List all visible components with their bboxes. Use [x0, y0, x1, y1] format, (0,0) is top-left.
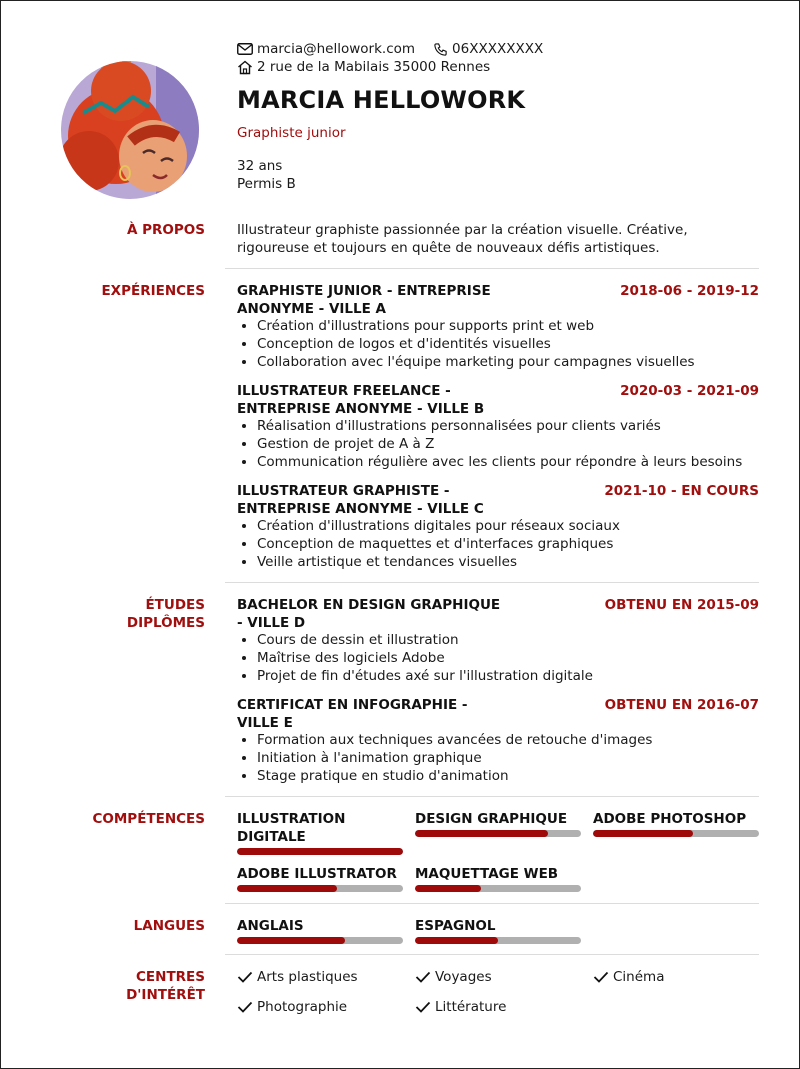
list-item: • Projet de fin d'études axé sur l'illustration digitale [257, 667, 777, 685]
experience-bullets [237, 517, 777, 571]
section-label-studies [20, 596, 205, 632]
phone-item[interactable] [433, 41, 543, 57]
checkmark-icon [415, 971, 431, 983]
about-text: Illustrateur graphiste passionnée par la création visuelle. Créative, rigoureuse et toujours en quête de nouveaux défis artistiques. [237, 222, 688, 256]
skill-item [415, 810, 581, 837]
section-label-interests-line2: D'INTÉRÊT [126, 987, 205, 1003]
skill-bar [415, 885, 581, 892]
skill-item [237, 865, 403, 892]
section-label-about: À PROPOS [126, 222, 205, 238]
email-text: marcia@hellowork.com [257, 41, 416, 57]
list-item: • Conception de logos et d'identités visuelles [257, 335, 777, 353]
skill-item [593, 810, 759, 837]
section-label-experiences: EXPÉRIENCES [101, 283, 205, 299]
language-item [237, 917, 403, 944]
list-item: • Maîtrise des logiciels Adobe [257, 649, 777, 667]
skill-name: ADOBE PHOTOSHOP [593, 811, 747, 827]
skill-item [415, 865, 581, 892]
divider [225, 903, 759, 904]
experience-date: 2020-03 - 2021-09 [620, 383, 759, 399]
checkmark-icon [237, 971, 253, 983]
email-item[interactable] [237, 41, 415, 57]
home-icon [237, 60, 253, 75]
contact-row [237, 41, 543, 57]
list-item: • Conception de maquettes et d'interfaces graphiques [257, 535, 777, 553]
list-item: • Gestion de projet de A à Z [257, 435, 777, 453]
address-item [237, 59, 490, 75]
avatar [61, 61, 199, 199]
envelope-icon [237, 43, 253, 55]
interest-item [593, 968, 664, 986]
education-date: OBTENU EN 2016-07 [604, 697, 759, 713]
language-bar [237, 937, 403, 944]
job-title: Graphiste junior [237, 125, 346, 141]
education-bullets [237, 631, 777, 685]
language-bar [415, 937, 581, 944]
section-label-studies-line2: DIPLÔMES [126, 615, 205, 631]
divider [225, 582, 759, 583]
skill-item [237, 810, 403, 855]
avatar-illustration [61, 61, 199, 199]
interest-item [415, 998, 506, 1016]
education-title: CERTIFICAT EN INFOGRAPHIE - VILLE E [237, 697, 468, 731]
interest-item [237, 968, 358, 986]
language-bar-fill [415, 937, 498, 944]
divider [225, 954, 759, 955]
experience-bullets [237, 317, 777, 371]
skill-bar [593, 830, 759, 837]
skill-bar [237, 848, 403, 855]
list-item: • Formation aux techniques avancées de retouche d'images [257, 731, 777, 749]
experience-date: 2021-10 - EN COURS [604, 483, 759, 499]
experience-title: ILLUSTRATEUR GRAPHISTE - ENTREPRISE ANONYME - VILLE C [237, 483, 484, 517]
skill-bar-fill [415, 885, 481, 892]
language-name: ESPAGNOL [415, 918, 496, 934]
list-item: • Communication régulière avec les clients pour répondre à leurs besoins [257, 453, 777, 471]
checkmark-icon [593, 971, 609, 983]
list-item: • Stage pratique en studio d'animation [257, 767, 777, 785]
skill-name: MAQUETTAGE WEB [415, 866, 559, 882]
section-label-languages: LANGUES [133, 918, 205, 934]
interest-item [237, 998, 347, 1016]
language-item [415, 917, 581, 944]
section-label-interests [20, 968, 205, 1004]
education-bullets [237, 731, 777, 785]
address-row [237, 59, 490, 75]
list-item: • Collaboration avec l'équipe marketing pour campagnes visuelles [257, 353, 777, 371]
address-text: 2 rue de la Mabilais 35000 Rennes [257, 59, 491, 75]
list-item: • Initiation à l'animation graphique [257, 749, 777, 767]
skill-name: DESIGN GRAPHIQUE [415, 811, 568, 827]
education-title: BACHELOR EN DESIGN GRAPHIQUE - VILLE D [237, 597, 501, 631]
skill-bar-fill [237, 848, 403, 855]
interest-label: Arts plastiques [257, 969, 358, 985]
list-item: • Cours de dessin et illustration [257, 631, 777, 649]
section-label-studies-line1: ÉTUDES [145, 597, 205, 613]
checkmark-icon [415, 1001, 431, 1013]
list-item: • Veille artistique et tendances visuelles [257, 553, 777, 571]
skill-name: ILLUSTRATION DIGITALE [237, 811, 346, 845]
section-label-skills: COMPÉTENCES [92, 811, 205, 827]
phone-icon [433, 42, 448, 57]
list-item: • Réalisation d'illustrations personnalisées pour clients variés [257, 417, 777, 435]
skill-bar-fill [593, 830, 693, 837]
divider [225, 796, 759, 797]
experience-title: GRAPHISTE JUNIOR - ENTREPRISE ANONYME - VILLE A [237, 283, 491, 317]
phone-text: 06XXXXXXXX [452, 41, 544, 57]
experience-date: 2018-06 - 2019-12 [620, 283, 759, 299]
skill-bar [237, 885, 403, 892]
skill-bar-fill [237, 885, 337, 892]
candidate-name: MARCIA HELLOWORK [237, 86, 526, 114]
skill-name: ADOBE ILLUSTRATOR [237, 866, 397, 882]
interest-label: Cinéma [613, 969, 665, 985]
language-name: ANGLAIS [237, 918, 304, 934]
interest-label: Photographie [257, 999, 348, 1015]
list-item: • Création d'illustrations digitales pour réseaux sociaux [257, 517, 777, 535]
skill-bar-fill [415, 830, 548, 837]
driving-license: Permis B [237, 176, 296, 192]
divider [225, 268, 759, 269]
skill-bar [415, 830, 581, 837]
checkmark-icon [237, 1001, 253, 1013]
interest-label: Littérature [435, 999, 507, 1015]
experience-bullets [237, 417, 777, 471]
interest-item [415, 968, 492, 986]
education-date: OBTENU EN 2015-09 [604, 597, 759, 613]
section-label-interests-line1: CENTRES [136, 969, 205, 985]
age: 32 ans [237, 158, 283, 174]
interest-label: Voyages [435, 969, 492, 985]
experience-title: ILLUSTRATEUR FREELANCE - ENTREPRISE ANONYME - VILLE B [237, 383, 485, 417]
language-bar-fill [237, 937, 345, 944]
list-item: • Création d'illustrations pour supports print et web [257, 317, 777, 335]
